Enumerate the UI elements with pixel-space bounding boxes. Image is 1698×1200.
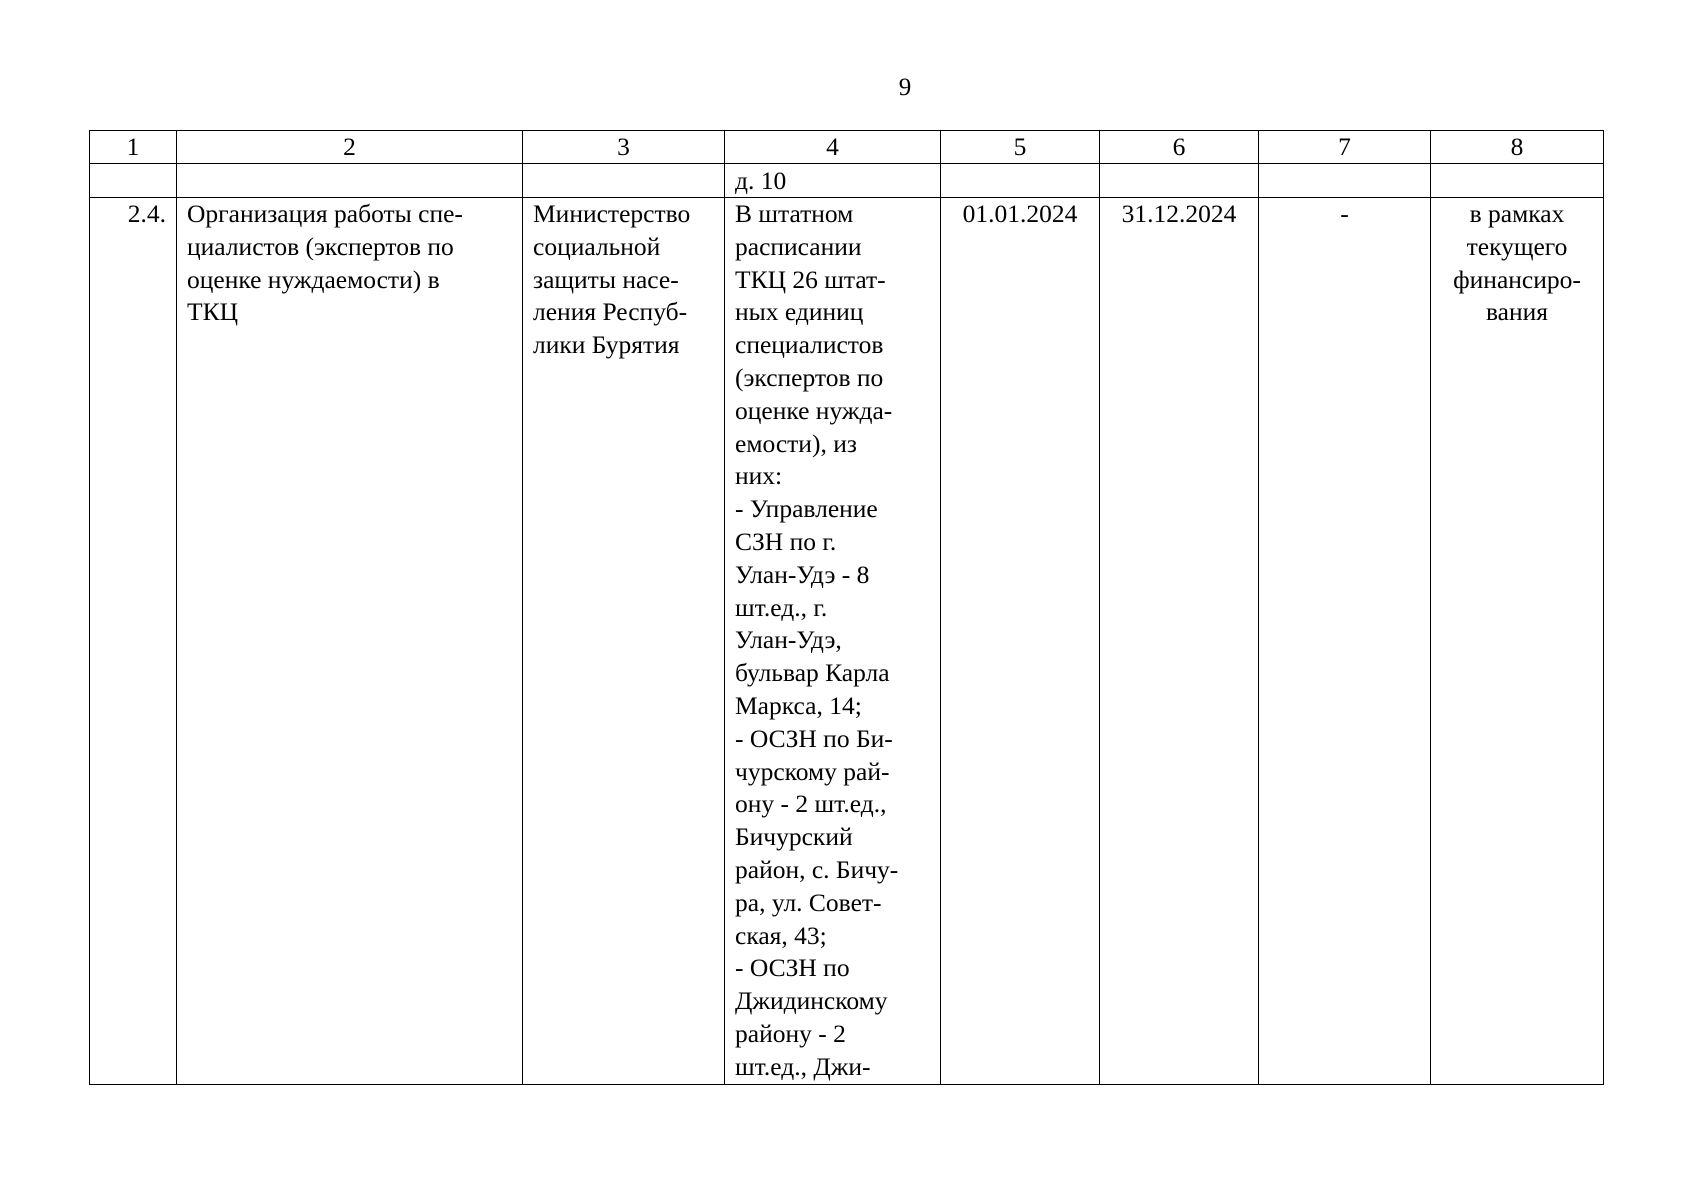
executor-cell: Министерство социальной защиты насе- ления Респуб- лики Бурятия [523, 198, 725, 1085]
page-number: 9 [898, 74, 912, 101]
end-date-cell: 31.12.2024 [1100, 198, 1259, 1085]
col7-cell: - [1259, 198, 1431, 1085]
event-cell: Организация работы спе- циалистов (экспертов по оценке нуждаемости) в ТКЦ [177, 198, 523, 1085]
plan-table [89, 130, 1604, 1085]
cont-cell-6 [1100, 164, 1259, 198]
details-cell: В штатном расписании ТКЦ 26 штат- ных единиц специалистов (экспертов по оценке нужда- емости), из них: - Управление СЗН по г. Улан-Удэ - 8 шт.ед., г. Улан-Удэ, бульвар Карла Маркса, 14; - ОСЗН по Би- чурскому рай- ону - 2 шт.ед., Бичурский район, с. Бичу- ра, ул. Совет- ская, 43; - ОСЗН по Джидинскому району - 2 шт.ед., Джи- [725, 198, 941, 1085]
cont-cell-7 [1259, 164, 1431, 198]
header-cell-6: 6 [1100, 131, 1259, 164]
cont-cell-1 [90, 164, 177, 198]
cont-cell-8 [1431, 164, 1604, 198]
header-cell-8: 8 [1431, 131, 1604, 164]
cont-cell-4: д. 10 [725, 164, 941, 198]
header-cell-2: 2 [177, 131, 523, 164]
header-cell-7: 7 [1259, 131, 1431, 164]
row-number: 2.4. [90, 198, 177, 1085]
cont-cell-2 [177, 164, 523, 198]
cont-cell-3 [523, 164, 725, 198]
table-row [90, 198, 1604, 1085]
cont-cell-5 [941, 164, 1100, 198]
header-row [90, 131, 1604, 164]
continuation-row [90, 164, 1604, 198]
header-cell-5: 5 [941, 131, 1100, 164]
header-cell-3: 3 [523, 131, 725, 164]
header-cell-4: 4 [725, 131, 941, 164]
financing-cell: в рамках текущего финансиро- вания [1431, 198, 1604, 1085]
start-date-cell: 01.01.2024 [941, 198, 1100, 1085]
header-cell-1: 1 [90, 131, 177, 164]
